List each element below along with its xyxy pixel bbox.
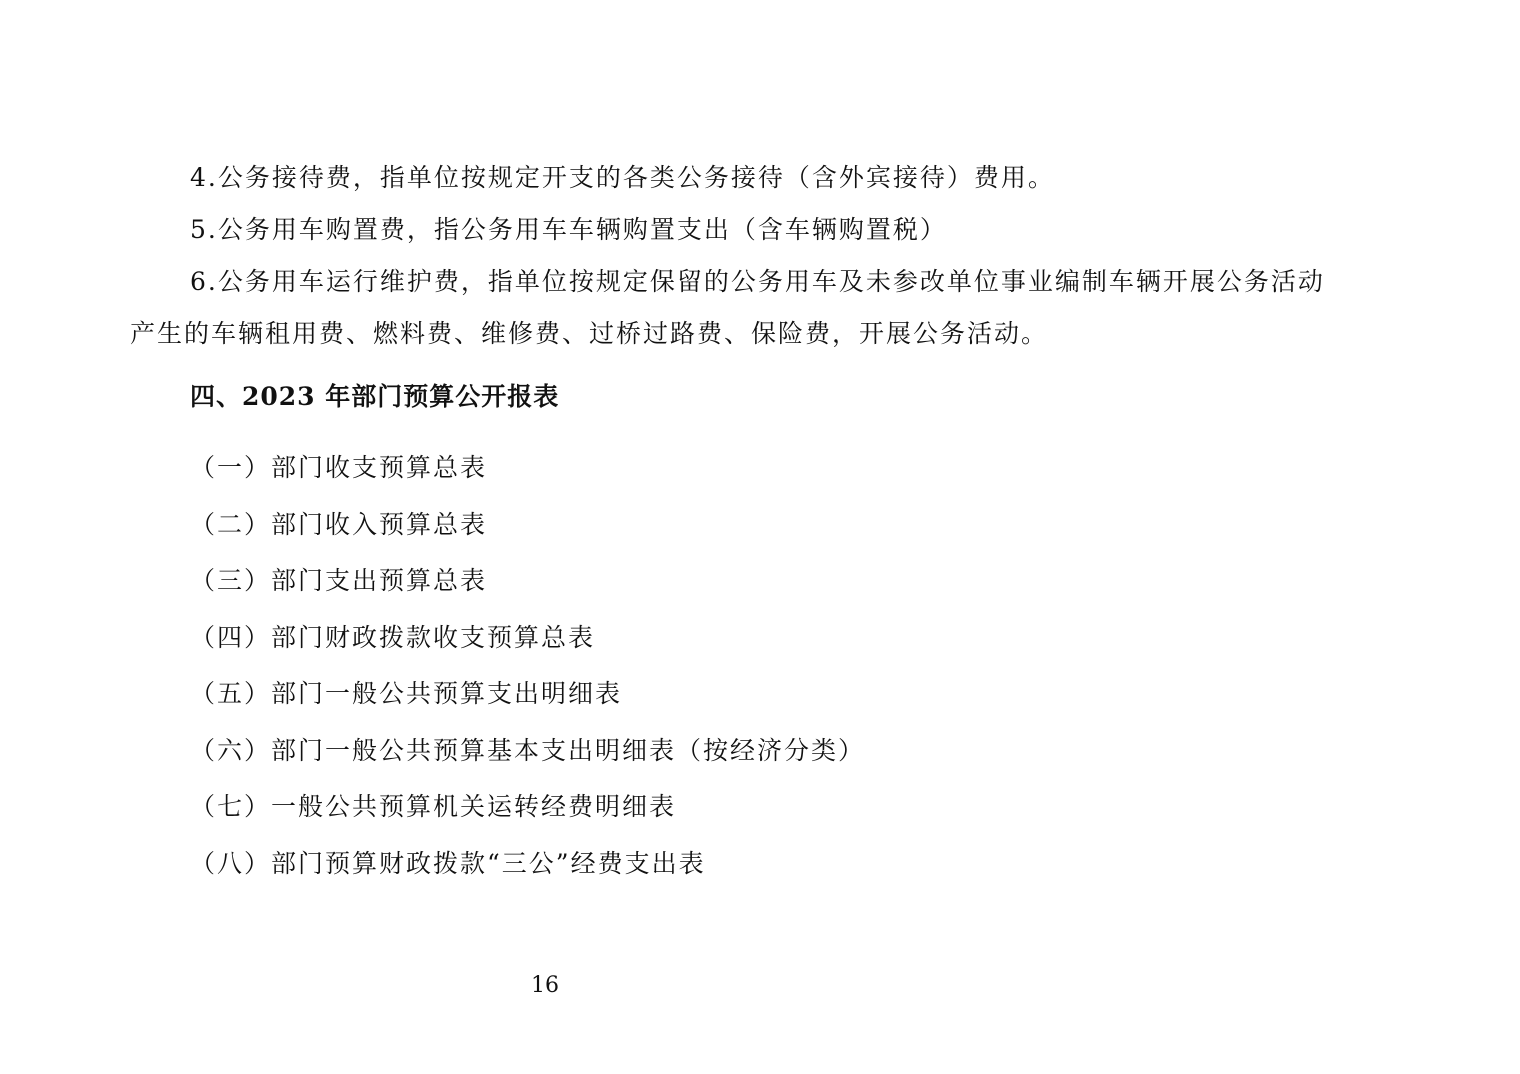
paragraph-reception-fee: 4.公务接待费，指单位按规定开支的各类公务接待（含外宾接待）费用。 — [190, 163, 1055, 192]
list-item: （一）部门收支预算总表 — [190, 453, 488, 482]
paragraph-vehicle-operation-line1: 6.公务用车运行维护费，指单位按规定保留的公务用车及未参改单位事业编制车辆开展公务活动 — [190, 267, 1325, 296]
paragraph-vehicle-operation-line2: 产生的车辆租用费、燃料费、维修费、过桥过路费、保险费，开展公务活动。 — [130, 319, 1049, 348]
list-item: （二）部门收入预算总表 — [190, 509, 488, 539]
section-heading: 四、2023 年部门预算公开报表 — [190, 382, 560, 411]
paragraph-vehicle-operation — [130, 256, 1400, 360]
list-item: （七）一般公共预算机关运转经费明细表 — [190, 792, 677, 821]
list-item: （五）部门一般公共预算支出明细表 — [190, 679, 623, 708]
report-list — [190, 440, 865, 892]
page-number: 16 — [531, 973, 559, 998]
list-item: （八）部门预算财政拨款“三公”经费支出表 — [190, 848, 706, 878]
list-item: （六）部门一般公共预算基本支出明细表（按经济分类） — [190, 735, 866, 765]
list-item: （三）部门支出预算总表 — [190, 566, 488, 595]
paragraph-vehicle-purchase: 5.公务用车购置费，指公务用车车辆购置支出（含车辆购置税） — [190, 215, 947, 244]
list-item: （四）部门财政拨款收支预算总表 — [190, 622, 596, 652]
